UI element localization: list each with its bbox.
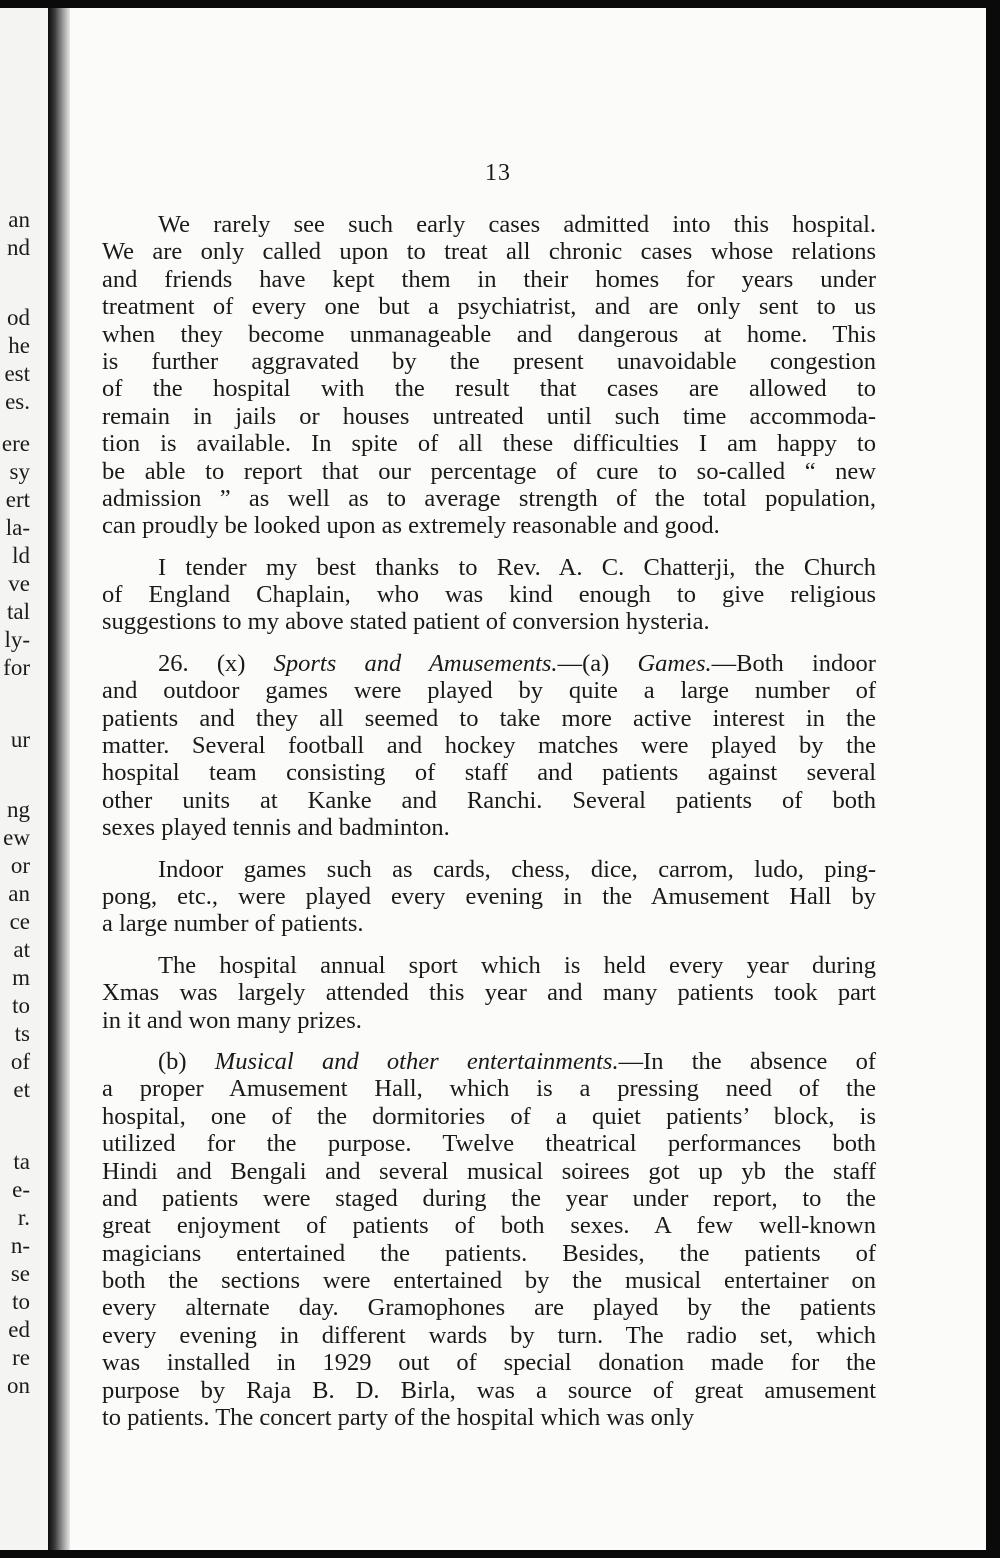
text-line: utilized for the purpose. Twelve theatrical performances both — [102, 1130, 876, 1158]
text-line: hospital team consisting of staff and patients against several — [102, 759, 876, 787]
previous-page-fragment: ts — [14, 1021, 30, 1046]
text-line: suggestions to my above stated patient of conversion hysteria. — [102, 608, 710, 636]
previous-page-fragment: re — [12, 1345, 30, 1370]
text-line: and patients were staged during the year under report, to the — [102, 1184, 876, 1212]
previous-page-fragment: ere — [1, 431, 30, 456]
previous-page-fragment: an — [8, 881, 30, 906]
previous-page-fragment: ert — [5, 487, 30, 512]
scan-border-top — [0, 0, 1000, 8]
previous-page-fragment: od — [7, 305, 30, 330]
heading-prefix: (b) — [158, 1047, 215, 1075]
text-line: a large number of patients. — [102, 910, 364, 938]
previous-page-fragment: sy — [9, 459, 30, 484]
text-line: treatment of every one but a psychiatrist, and are only sent to us — [102, 293, 876, 321]
text-line: The hospital annual sport which is held every year during — [158, 951, 876, 979]
heading-italic: Sports and Amusements. — [273, 649, 558, 677]
paragraph-heading-line — [102, 1048, 876, 1075]
text-line: patients and they all seemed to take more active interest in the — [102, 704, 876, 732]
scan-border-right — [986, 0, 1000, 1558]
heading-prefix: 26. (x) — [158, 649, 274, 677]
previous-page-fragment: or — [10, 853, 30, 878]
text-line: be able to report that our percentage of cure to so-called “ new — [102, 457, 876, 485]
text-line: magicians entertained the patients. Besides, the patients of — [102, 1239, 876, 1267]
body-text — [102, 211, 876, 1445]
previous-page-fragment: to — [12, 1289, 30, 1314]
previous-page-edge — [0, 8, 48, 1550]
text-line: hospital, one of the dormitories of a quiet patients’ block, is — [102, 1102, 876, 1130]
para-annual-sport — [102, 952, 876, 1034]
previous-page-fragment: se — [10, 1261, 30, 1286]
previous-page-fragment: nd — [7, 235, 30, 260]
text-line: of England Chaplain, who was kind enough to give religious — [102, 581, 876, 609]
page-number: 13 — [485, 160, 511, 186]
previous-page-fragment: ld — [12, 543, 30, 568]
text-line: every alternate day. Gramophones are played by the patients — [102, 1294, 876, 1322]
first-line-rest: —In the absence of — [618, 1047, 877, 1075]
previous-page-fragment: ce — [9, 909, 30, 934]
previous-page-fragment: es. — [5, 389, 30, 414]
text-line: when they become unmanageable and dangerous at home. This — [102, 320, 876, 348]
previous-page-fragment: ve — [8, 571, 30, 596]
previous-page-fragment: on — [7, 1373, 30, 1398]
book-gutter — [48, 8, 70, 1550]
previous-page-fragment: est — [4, 361, 30, 386]
previous-page-fragment: an — [8, 207, 30, 232]
text-line: every evening in different wards by turn. The radio set, which — [102, 1321, 876, 1349]
previous-page-fragment: for — [3, 655, 30, 680]
text-line: Xmas was largely attended this year and many patients took part — [102, 979, 876, 1007]
text-line: pong, etc., were played every evening in the Amusement Hall by — [102, 882, 876, 910]
previous-page-fragment: at — [13, 937, 30, 962]
previous-page-fragment: ly- — [4, 627, 30, 652]
scan-border-bottom — [0, 1550, 1000, 1558]
paragraph-heading-line — [102, 650, 876, 677]
text-line: a proper Amusement Hall, which is a pressing need of the — [102, 1075, 876, 1103]
previous-page-fragment: to — [12, 993, 30, 1018]
previous-page-fragment: la- — [5, 515, 30, 540]
previous-page-fragment: ew — [3, 825, 30, 850]
text-line: tion is available. In spite of all these difficulties I am happy to — [102, 430, 876, 458]
heading-sep: —(a) — [557, 649, 638, 677]
text-line: purpose by Raja B. D. Birla, was a source of great amusement — [102, 1376, 876, 1404]
text-line: We are only called upon to treat all chronic cases whose relations — [102, 238, 876, 266]
para-sports — [102, 650, 876, 842]
heading-italic: Musical and other entertainments. — [214, 1047, 619, 1075]
text-line: remain in jails or houses untreated until such time accommoda- — [102, 402, 876, 430]
previous-page-fragment: tal — [7, 599, 30, 624]
previous-page-fragment: of — [10, 1049, 30, 1074]
para-early-cases — [102, 211, 876, 540]
text-line: matter. Several football and hockey matches were played by the — [102, 732, 876, 760]
previous-page-fragment: ta — [13, 1149, 30, 1174]
previous-page-fragment: ed — [8, 1317, 30, 1342]
text-line: and friends have kept them in their homes for years under — [102, 265, 876, 293]
text-line: I tender my best thanks to Rev. A. C. Chatterji, the Church — [158, 553, 876, 581]
text-line: was installed in 1929 out of special donation made for the — [102, 1349, 876, 1377]
subheading-italic: Games. — [637, 649, 712, 677]
text-line: can proudly be looked upon as extremely reasonable and good. — [102, 512, 720, 540]
text-line: great enjoyment of patients of both sexes. A few well-known — [102, 1212, 876, 1240]
text-line: to patients. The concert party of the hospital which was only — [102, 1404, 695, 1432]
previous-page-fragment: e- — [12, 1177, 30, 1202]
text-line: of the hospital with the result that cases are allowed to — [102, 375, 876, 403]
text-line: Indoor games such as cards, chess, dice, carrom, ludo, ping- — [158, 855, 876, 883]
text-line: sexes played tennis and badminton. — [102, 814, 450, 842]
first-line-rest: —Both indoor — [711, 649, 876, 677]
para-thanks — [102, 554, 876, 636]
previous-page-fragment: et — [13, 1077, 30, 1102]
para-musical — [102, 1048, 876, 1431]
text-line: We rarely see such early cases admitted into this hospital. — [158, 211, 876, 238]
text-line: and outdoor games were played by quite a large number of — [102, 677, 876, 705]
text-line: other units at Kanke and Ranchi. Several patients of both — [102, 786, 876, 814]
para-indoor — [102, 856, 876, 938]
previous-page-fragment: r. — [17, 1205, 30, 1230]
previous-page-fragment: m — [12, 965, 30, 990]
text-line: admission ” as well as to average strength of the total population, — [102, 484, 876, 512]
text-line: is further aggravated by the present unavoidable congestion — [102, 347, 876, 375]
text-line: both the sections were entertained by the musical entertainer on — [102, 1267, 876, 1295]
previous-page-fragment: n- — [10, 1233, 30, 1258]
previous-page-fragment: ng — [7, 797, 30, 822]
text-line: in it and won many prizes. — [102, 1006, 362, 1034]
previous-page-fragment: ur — [10, 727, 30, 752]
text-line: Hindi and Bengali and several musical soirees got up yb the staff — [102, 1157, 876, 1185]
previous-page-fragment: he — [8, 333, 30, 358]
